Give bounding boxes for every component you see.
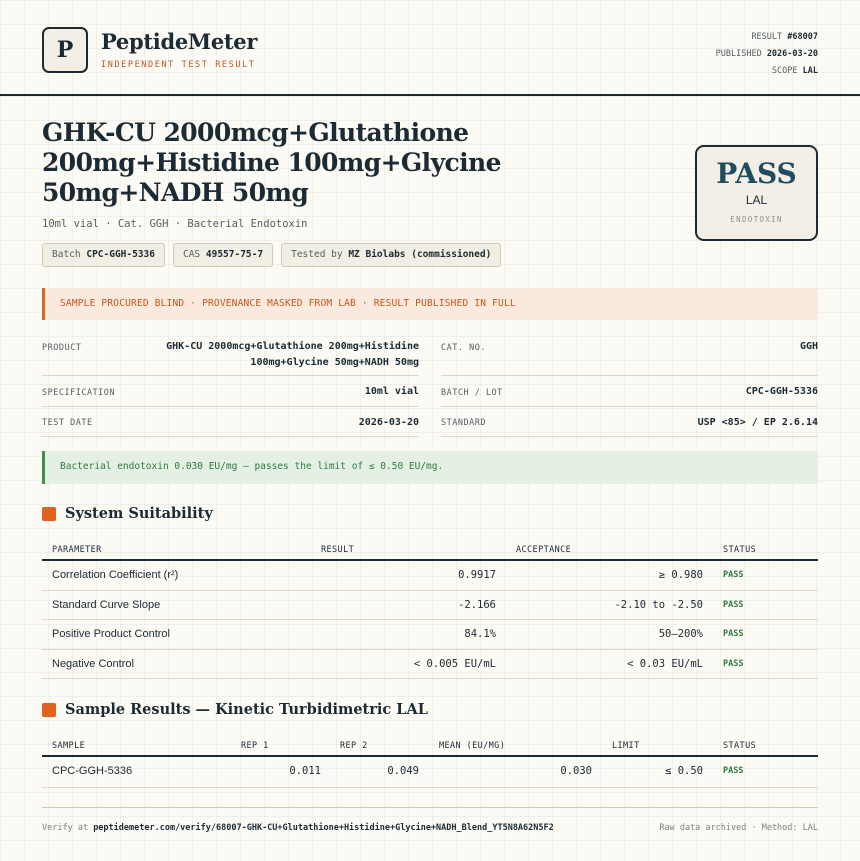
info-date: TEST DATE 2026-03-20 (42, 407, 419, 437)
table-header: SAMPLE REP 1 REP 2 MEAN (EU/MG) LIMIT STATUS (42, 731, 818, 757)
archive-note: Raw data archived · Method: LAL (659, 823, 818, 833)
product-subtitle: 10ml vial · Cat. GGH · Bacterial Endotoxin (42, 218, 308, 230)
sample-results-table (42, 731, 818, 788)
table-row: Positive Product Control 84.1% 50–200% PASS (42, 620, 818, 650)
info-product: PRODUCT GHK-CU 2000mcg+Glutathione 200mg+Histidine 100mg+Glycine 50mg+NADH 50mg (42, 338, 419, 376)
result-id: #68007 (787, 32, 818, 42)
section-system-suitability: System Suitability (42, 505, 213, 522)
info-standard: STANDARD USP <85> / EP 2.6.14 (441, 407, 818, 437)
status-badge: PASS (723, 629, 744, 639)
info-batch: BATCH / LOT CPC-GGH-5336 (441, 376, 818, 407)
table-row: Negative Control < 0.005 EU/mL < 0.03 EU/mL PASS (42, 650, 818, 680)
status-badge: PASS (723, 658, 744, 669)
footer-divider (42, 807, 818, 808)
table-row: Correlation Coefficient (r²) 0.9917 ≥ 0.980 PASS (42, 561, 818, 591)
meta-result: RESULT #68007 (751, 32, 818, 42)
table-row: Standard Curve Slope -2.166 -2.10 to -2.50 PASS (42, 591, 818, 621)
logo-letter: P (56, 37, 74, 63)
info-product-value: GHK-CU 2000mcg+Glutathione 200mg+Histidine 100mg+Glycine 50mg+NADH 50mg (166, 341, 419, 368)
table-header: PARAMETER RESULT ACCEPTANCE STATUS (42, 535, 818, 561)
status-badge: PASS (723, 599, 744, 610)
table-row: CPC-GGH-5336 0.011 0.049 0.030 ≤ 0.50 PASS (42, 757, 818, 788)
verdict-category: ENDOTOXIN (730, 215, 783, 224)
system-suitability-table (42, 535, 818, 679)
result-summary-banner: Bacterial endotoxin 0.030 EU/mg — passes the limit of ≤ 0.50 EU/mg. (42, 451, 818, 484)
meta-scope: SCOPE LAL (771, 66, 818, 76)
section-sample-results: Sample Results — Kinetic Turbidimetric LAL (42, 701, 428, 718)
published-date: 2026-03-20 (766, 49, 818, 59)
cas-chip: CAS 49557-75-7 (173, 243, 273, 267)
scope-value: LAL (802, 66, 818, 76)
info-cat: CAT. NO. GGH (441, 338, 818, 376)
batch-chip: Batch CPC-GGH-5336 (42, 243, 165, 267)
verify-text: Verify at peptidemeter.com/verify/68007-GHK-CU+Glutathione+Histidine+Glycine+NADH_Blend_YT5N8A62N5F2 (42, 823, 554, 833)
report-meta (716, 29, 818, 80)
product-title: GHK-CU 2000mcg+Glutathione 200mg+Histidine 100mg+Glycine 50mg+NADH 50mg (42, 118, 501, 207)
section-marker-icon (42, 703, 56, 717)
status-badge: PASS (723, 570, 744, 580)
provenance-banner: SAMPLE PROCURED BLIND · PROVENANCE MASKED FROM LAB · RESULT PUBLISHED IN FULL (42, 288, 818, 320)
meta-published: PUBLISHED 2026-03-20 (715, 49, 818, 59)
product-chips (42, 243, 501, 267)
verify-link[interactable]: peptidemeter.com/verify/68007-GHK-CU+Glutathione+Histidine+Glycine+NADH_Blend_YT5N8A62N5F2 (93, 823, 554, 833)
report-header (0, 0, 860, 96)
section-marker-icon (42, 507, 56, 521)
tested-by-chip: Tested by MZ Biolabs (commissioned) (281, 243, 501, 267)
brand-logo[interactable] (42, 27, 88, 73)
brand-name[interactable]: PeptideMeter (101, 29, 258, 54)
verdict-badge (695, 145, 818, 241)
brand-tagline: INDEPENDENT TEST RESULT (101, 60, 256, 70)
verdict-text: PASS (716, 157, 797, 190)
verdict-method: LAL (745, 193, 768, 207)
info-spec: SPECIFICATION 10ml vial (42, 376, 419, 407)
status-badge: PASS (723, 766, 744, 776)
